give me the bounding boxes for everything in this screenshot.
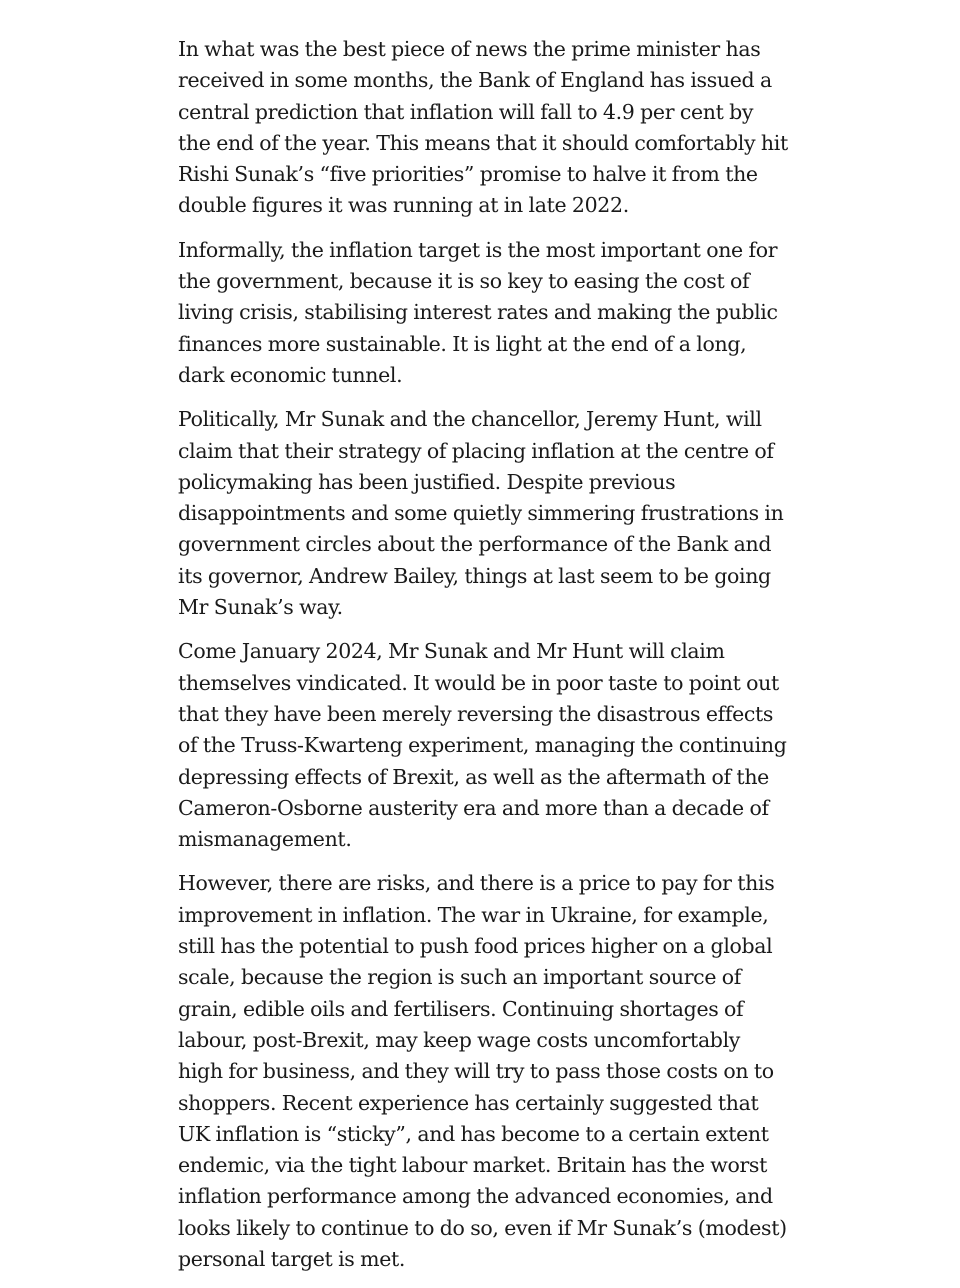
article-paragraph-3: Politically, Mr Sunak and the chancellor, Jeremy Hunt, will claim that their strategy of placing inflation at the centre of policymaking has been justified. Despite previous disappointments and some quietly simmering frustrations in government circles about the performance of the Bank and its governor, Andrew Bailey, things at last seem to be going Mr Sunak’s way. — [178, 407, 784, 620]
article-body — [178, 34, 790, 1288]
article-paragraph-5: However, there are risks, and there is a price to pay for this improvement in inflation. The war in Ukraine, for example, still has the potential to push food prices higher on a global scale, because the region is such an important source of grain, edible oils and fertilisers. Continuing shortages of labour, post-Brexit, may keep wage costs uncomfortably high for business, and they will try to pass those costs on to shoppers. Recent experience has certainly suggested that UK inflation is “sticky”, and has become to a certain extent endemic, via the tight labour market. Britain has the worst inflation performance among the advanced economies, and looks likely to continue to do so, even if Mr Sunak’s (modest) personal target is met. — [178, 871, 787, 1271]
article-paragraph-1: In what was the best piece of news the prime minister has received in some months, the Bank of England has issued a central prediction that inflation will fall to 4.9 per cent by the end of the year. This means that it should comfortably hit Rishi Sunak’s “five priorities” promise to halve it from the double figures it was running at in late 2022. — [178, 37, 788, 218]
article-paragraph-4: Come January 2024, Mr Sunak and Mr Hunt will claim themselves vindicated. It would be in poor taste to point out that they have been merely reversing the disastrous effects of the Truss-Kwarteng experiment, managing the continuing depressing effects of Brexit, as well as the aftermath of the Cameron-Osborne austerity era and more than a decade of mismanagement. — [178, 639, 787, 852]
article-paragraph-2: Informally, the inflation target is the most important one for the government, because it is so key to easing the cost of living crisis, stabilising interest rates and making the public finances more sustainable. It is light at the end of a long, dark economic tunnel. — [178, 237, 778, 387]
